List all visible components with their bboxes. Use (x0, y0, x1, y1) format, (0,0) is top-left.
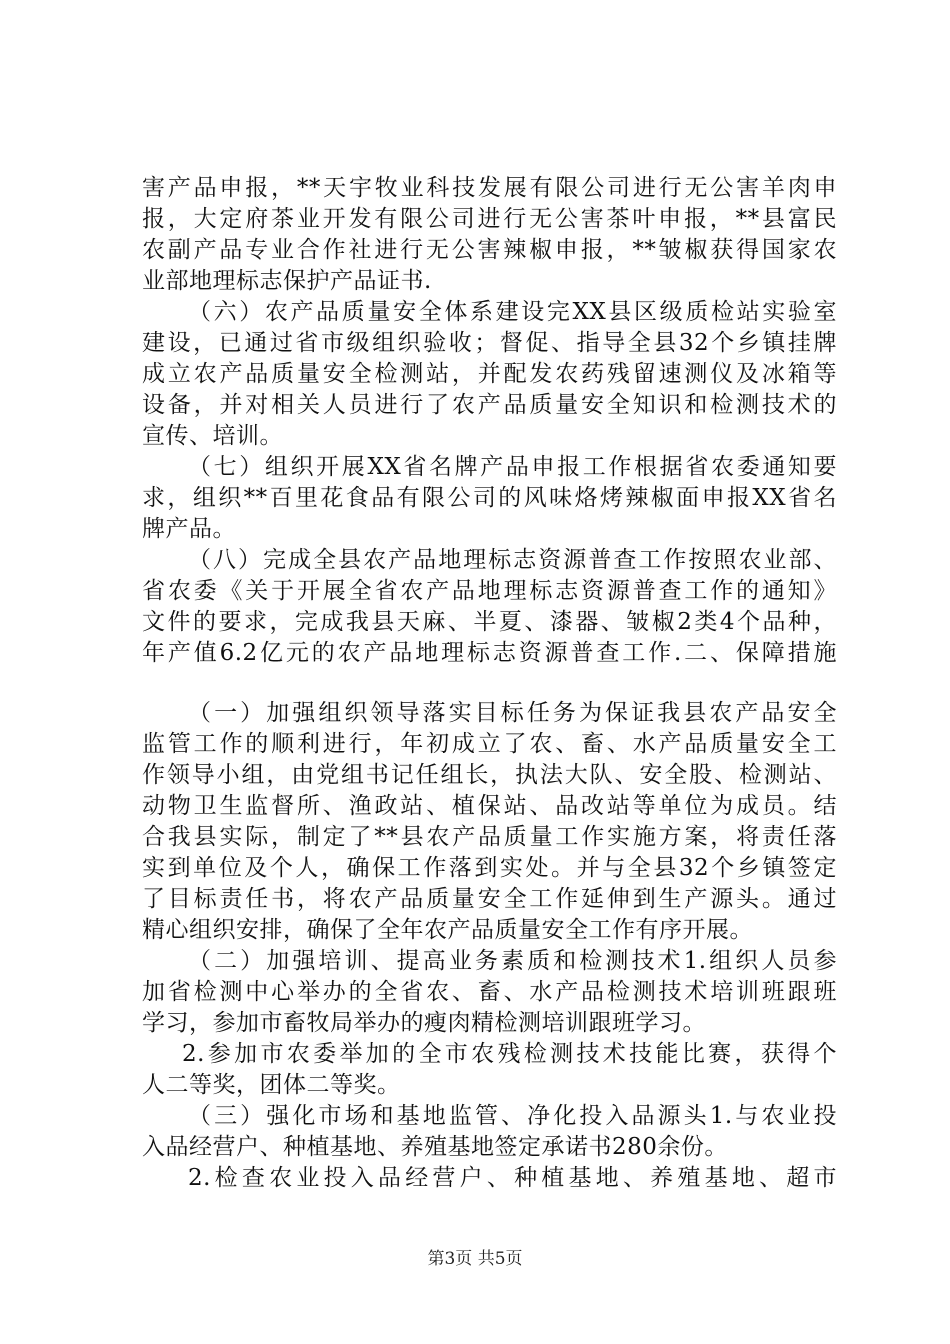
text-line: 入品经营户、种植基地、养殖基地签定承诺书280余份。 (142, 1134, 728, 1160)
text-line: 监管工作的顺利进行，年初成立了农、畜、水产品质量安全工 (142, 731, 837, 757)
text-line: 农副产品专业合作社进行无公害辣椒申报，**皱椒获得国家农 (142, 237, 837, 263)
document-body (142, 173, 837, 1194)
text-line: 业部地理标志保护产品证书. (142, 268, 432, 294)
text-line: 2.检查农业投入品经营户、种植基地、养殖基地、超市 (188, 1165, 837, 1191)
text-line: 精心组织安排，确保了全年农产品质量安全工作有序开展。 (142, 917, 753, 943)
text-line: （六）农产品质量安全体系建设完XX县区级质检站实验室 (188, 299, 837, 325)
text-line: 求，组织**百里花食品有限公司的风味烙烤辣椒面申报XX省名 (142, 485, 837, 511)
text-line: 省农委《关于开展全省农产品地理标志资源普查工作的通知》 (142, 578, 837, 604)
text-line: （七）组织开展XX省名牌产品申报工作根据省农委通知要 (188, 454, 837, 480)
text-line: 合我县实际，制定了**县农产品质量工作实施方案，将责任落 (142, 824, 837, 850)
text-line: 学习，参加市畜牧局举办的瘦肉精检测培训跟班学习。 (142, 1010, 706, 1036)
text-line: 害产品申报，**天宇牧业科技发展有限公司进行无公害羊肉申 (142, 175, 837, 201)
text-line: 加省检测中心举办的全省农、畜、水产品检测技术培训班跟班 (142, 979, 837, 1005)
text-line: 人二等奖，团体二等奖。 (142, 1072, 401, 1098)
page-footer: 第3页 共5页 (427, 1249, 523, 1269)
text-line: 了目标责任书，将农产品质量安全工作延伸到生产源头。通过 (142, 886, 837, 912)
section-gap (142, 669, 837, 698)
text-line: 设备，并对相关人员进行了农产品质量安全知识和检测技术的 (142, 392, 837, 418)
text-line: 宣传、培训。 (142, 423, 283, 449)
text-line: 牌产品。 (142, 516, 236, 542)
text-line: （三）强化市场和基地监管、净化投入品源头1.与农业投 (188, 1103, 837, 1129)
text-line: 2.参加市农委举加的全市农残检测技术技能比赛，获得个 (182, 1041, 837, 1067)
text-line: 年产值6.2亿元的农产品地理标志资源普查工作.二、保障措施 (142, 640, 837, 666)
text-line: 成立农产品质量安全检测站，并配发农药残留速测仪及冰箱等 (142, 361, 837, 387)
text-line: 动物卫生监督所、渔政站、植保站、品改站等单位为成员。结 (142, 793, 837, 819)
text-line: 建设，已通过省市级组织验收；督促、指导全县32个乡镇挂牌 (142, 330, 837, 356)
text-line: （一）加强组织领导落实目标任务为保证我县农产品安全 (188, 700, 837, 726)
text-line: 实到单位及个人，确保工作落到实处。并与全县32个乡镇签定 (142, 855, 837, 881)
text-line: 作领导小组，由党组书记任组长，执法大队、安全股、检测站、 (142, 762, 837, 788)
text-line: （八）完成全县农产品地理标志资源普查工作按照农业部、 (188, 547, 837, 573)
text-line: 报，大定府茶业开发有限公司进行无公害茶叶申报，**县富民 (142, 206, 837, 232)
text-line: （二）加强培训、提高业务素质和检测技术1.组织人员参 (188, 948, 837, 974)
text-line: 文件的要求，完成我县天麻、半夏、漆器、皱椒2类4个品种， (142, 609, 837, 635)
